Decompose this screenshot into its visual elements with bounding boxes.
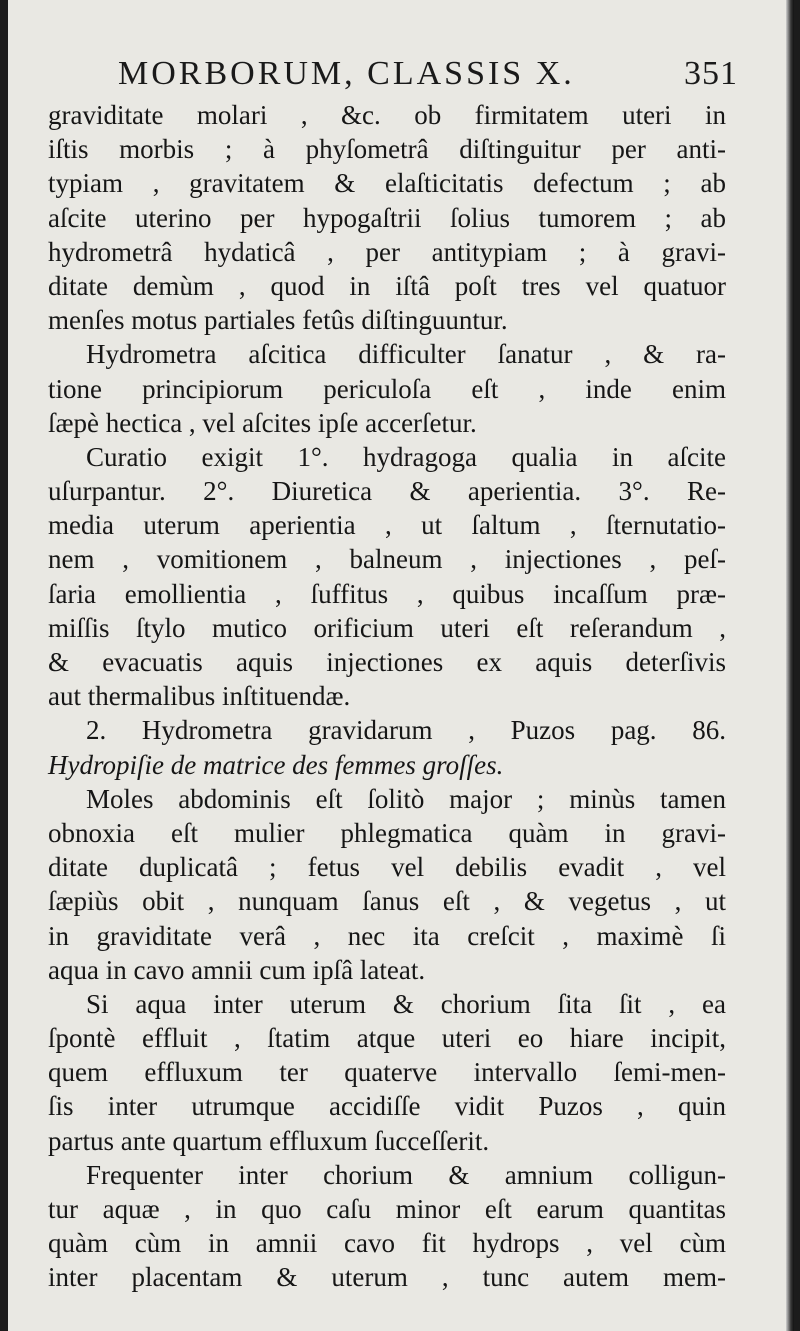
text-line: aſcite uterino per hypogaſtrii ſolius tumorem ; ab [48,202,726,233]
page-number: 351 [684,55,738,92]
text-line: ditate duplicatâ ; fetus vel debilis evadit , vel [48,852,726,883]
text-line: ſpontè effluit , ſtatim atque uteri eo hiare incipit, [48,1023,726,1054]
page-edge-shadow [786,0,794,1331]
text-line: tione principiorum periculoſa eſt , inde enim [48,373,726,404]
text-line: in graviditate verâ , nec ita creſcit , maximè ſi [48,920,726,951]
page-body [48,98,726,1295]
text-line: Moles abdominis eſt ſolitò major ; minùs tamen [86,783,726,814]
text-line: ditate demùm , quod in iſtâ poſt tres vel quatuor [48,270,726,301]
text-line: Si aqua inter uterum & chorium ſita ſit , ea [86,988,726,1019]
text-line: ſis inter utrumque accidiſſe vidit Puzos , quin [48,1091,726,1122]
text-line: quem effluxum ter quaterve intervallo ſemi-men- [48,1057,726,1088]
text-line: partus ante quartum effluxum ſucceſſerit. [48,1125,490,1156]
section-heading: 2. Hydrometra gravidarum , Puzos pag. 86. [86,715,726,746]
text-line: & evacuatis aquis injectiones ex aquis deterſivis [48,647,726,677]
text-line: menſes motus partiales fetûs diſtinguuntur. [48,305,508,336]
running-title: MORBORUM, CLASSIS X. [118,55,575,92]
text-line: graviditate molari , &c. ob firmitatem uteri in [48,100,726,130]
text-line: ſæpiùs obit , nunquam ſanus eſt , & vegetus , ut [48,886,726,917]
book-page [8,0,794,1331]
text-line: typiam , gravitatem & elaſticitatis defectum ; ab [48,168,726,199]
text-line: uſurpantur. 2°. Diuretica & aperientia. 3°. Re- [48,476,726,507]
text-line: miſſis ſtylo mutico orificium uteri eſt reſerandum , [48,612,726,643]
section-subheading: Hydropiſie de matrice des femmes groſſes. [48,749,504,780]
text-line: inter placentam & uterum , tunc autem mem- [48,1262,726,1293]
text-line: tur aquæ , in quo caſu minor eſt earum quantitas [48,1194,726,1224]
text-line: aqua in cavo amnii cum ipſâ lateat. [48,954,426,985]
text-line: iſtis morbis ; à phyſometrâ diſtinguitur per anti- [48,134,726,165]
text-line: ſaria emollientia , ſuffitus , quibus incaſſum præ- [48,578,726,609]
running-header [118,55,738,99]
text-line: quàm cùm in amnii cavo fit hydrops , vel cùm [48,1228,726,1259]
text-line: ſæpè hectica , vel aſcites ipſe accerſetur. [48,407,477,438]
text-line: hydrometrâ hydaticâ , per antitypiam ; à gravi- [48,236,726,267]
text-line: Frequenter inter chorium & amnium colligun- [86,1159,726,1190]
text-line: media uterum aperientia , ut ſaltum , ſternutatio- [48,510,726,541]
text-line: nem , vomitionem , balneum , injectiones , peſ- [48,544,726,575]
text-line: obnoxia eſt mulier phlegmatica quàm in gravi- [48,817,726,848]
text-line: Hydrometra aſcitica difficulter ſanatur , & ra- [86,339,726,370]
text-line: Curatio exigit 1°. hydragoga qualia in aſcite [86,441,726,472]
text-line: aut thermalibus inſtituendæ. [48,681,351,712]
